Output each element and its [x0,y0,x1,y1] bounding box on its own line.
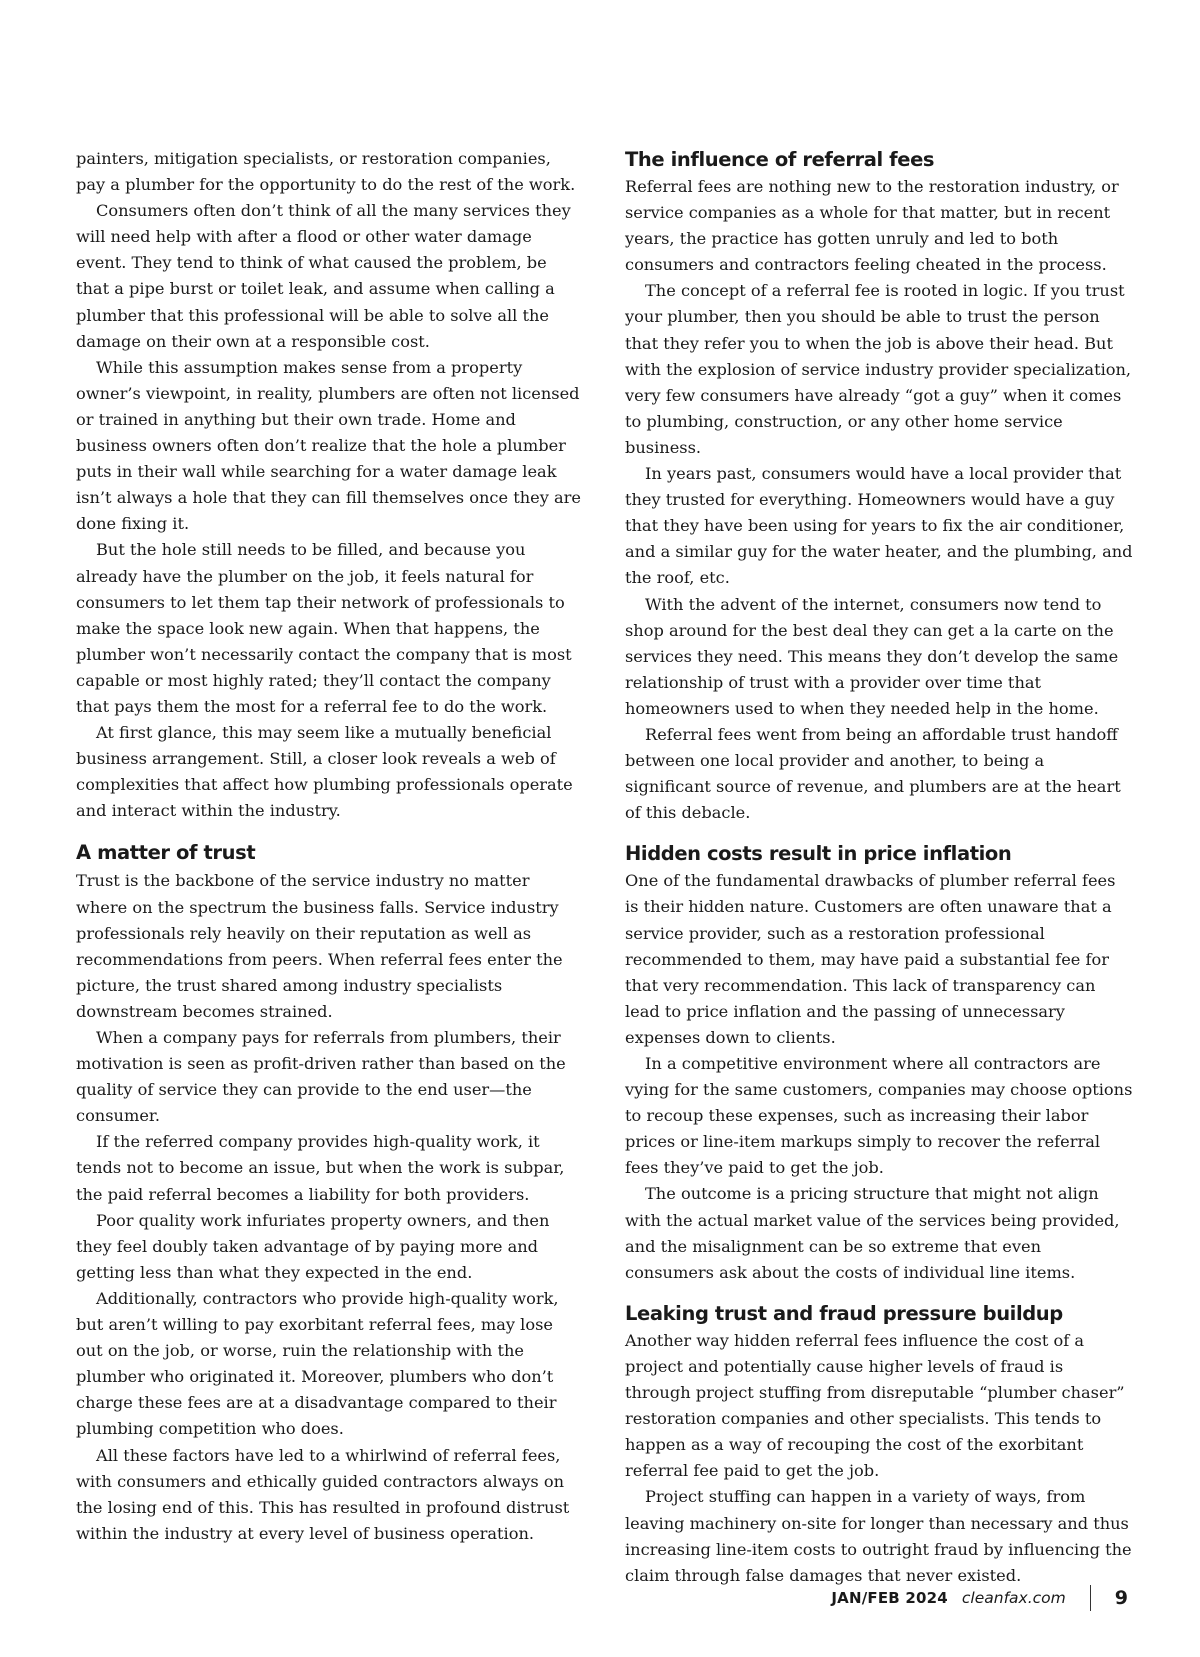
body-paragraph: While this assumption makes sense from a property owner’s viewpoint, in reality, plumbers are often not licensed or trained in anything but their own trade. Home and business owners often don’t realize that the hole a plumber puts in their wall while searching for a water damage leak isn’t always a hole that they can fill themselves once they are done fixing it. [76,357,581,534]
section-heading-trust: A matter of trust [76,841,256,865]
body-paragraph: Additionally, contractors who provide high-quality work, but aren’t willing to pay exorbitant referral fees, may lose out on the job, or worse, ruin the relationship with the plumber who originated it. Moreover, plumbers who don’t charge these fees are at a disadvantage compared to their plumbing competition who does. [76,1288,559,1439]
section-heading-hidden-costs: Hidden costs result in price inflation [625,842,1012,866]
body-paragraph: Referral fees went from being an affordable trust handoff between one local provider and another, to being a significant source of revenue, and plumbers are at the heart of this debacle. [625,724,1121,823]
body-paragraph: Trust is the backbone of the service industry no matter where on the spectrum the business falls. Service industry professionals rely heavily on their reputation as well as recommendations from peers. When referral fees enter the picture, the trust shared among industry specialists downstream becomes strained. [76,871,563,1021]
body-paragraph: Project stuffing can happen in a variety of ways, from leaving machinery on-site for longer than necessary and thus increasing line-item costs to outright fraud by influencing the claim through false damages that never existed. [625,1487,1132,1585]
body-paragraph: In a competitive environment where all contractors are vying for the same customers, companies may choose options to recoup these expenses, such as increasing their labor prices or line-item markups simply to recover the referral fees they’ve paid to get the job. [625,1054,1133,1178]
body-paragraph: At first glance, this may seem like a mutually beneficial business arrangement. Still, a closer look reveals a web of complexities that affect how plumbing professionals operate and interact within the industry. [76,723,573,821]
body-paragraph: One of the fundamental drawbacks of plumber referral fees is their hidden nature. Customers are often unaware that a service provider, such as a restoration professional recommended to them, may have paid a substantial fee for that very recommendation. This lack of transparency can lead to price inflation and the passing of unnecessary expenses down to clients. [625,871,1116,1047]
body-paragraph: The concept of a referral fee is rooted in logic. If you trust your plumber, then you should be able to trust the person that they refer you to when the job is above their head. But with the explosion of service industry provider specialization, very few consumers have already “got a guy” when it comes to plumbing, construction, or any other home service business. [625,281,1132,457]
section-heading-fraud: Leaking trust and fraud pressure buildup [625,1301,1063,1325]
footer-divider [1090,1585,1091,1611]
page-number: 9 [1114,1587,1128,1609]
body-paragraph: painters, mitigation specialists, or restoration companies, pay a plumber for the opportunity to do the rest of the work. [76,149,576,195]
issue-date: JAN/FEB 2024 [831,1589,948,1607]
body-paragraph: All these factors have led to a whirlwind of referral fees, with consumers and ethically guided contractors always on the losing end of this. This has resulted in profound distrust within the industry at every level of business operation. [76,1445,570,1543]
website-url: cleanfax.com [961,1589,1066,1607]
body-paragraph: The outcome is a pricing structure that might not align with the actual market value of the services being provided, and the misalignment can be so extreme that even consumers ask about the costs of individual line items. [625,1184,1120,1282]
body-paragraph: Referral fees are nothing new to the restoration industry, or service companies as a whole for that matter, but in recent years, the practice has gotten unruly and led to both consumers and contractors feeling cheated in the process. [625,177,1119,275]
section-heading-influence: The influence of referral fees [625,148,935,171]
body-paragraph: With the advent of the internet, consumers now tend to shop around for the best deal they can get a la carte on the services they need. This means they don’t develop the same relationship of trust with a provider over time that homeowners used to when they needed help in the home. [625,594,1119,718]
body-paragraph: Poor quality work infuriates property owners, and then they feel doubly taken advantage of by paying more and getting less than what they expected in the end. [76,1210,550,1282]
right-column [625,146,1133,1589]
left-column [76,146,581,1547]
body-paragraph: Consumers often don’t think of all the many services they will need help with after a flood or other water damage event. They tend to think of what caused the problem, be that a pipe burst or toilet leak, and assume when calling a plumber that this professional will be able to solve all the damage on their own at a responsible cost. [76,201,571,351]
body-paragraph: When a company pays for referrals from plumbers, their motivation is seen as profit-driven rather than based on the quality of service they can provide to the end user—the consumer. [76,1028,566,1126]
page-footer [831,1583,1128,1613]
body-paragraph: But the hole still needs to be filled, and because you already have the plumber on the job, it feels natural for consumers to let them tap their network of professionals to make the space look new again. When that happens, the plumber won’t necessarily contact the company that is most capable or most highly rated; they’ll contact the company that pays them the most for a referral fee to do the work. [76,540,572,716]
body-paragraph: Another way hidden referral fees influence the cost of a project and potentially cause higher levels of fraud is through project stuffing from disreputable “plumber chaser” restoration companies and other specialists. This tends to happen as a way of recouping the cost of the exorbitant referral fee paid to get the job. [625,1330,1125,1481]
body-paragraph: If the referred company provides high-quality work, it tends not to become an issue, but when the work is subpar, the paid referral becomes a liability for both providers. [76,1132,565,1204]
body-paragraph: In years past, consumers would have a local provider that they trusted for everything. Homeowners would have a guy that they have been using for years to fix the air conditioner, and a similar guy for the water heater, and the plumbing, and the roof, etc. [625,464,1133,588]
